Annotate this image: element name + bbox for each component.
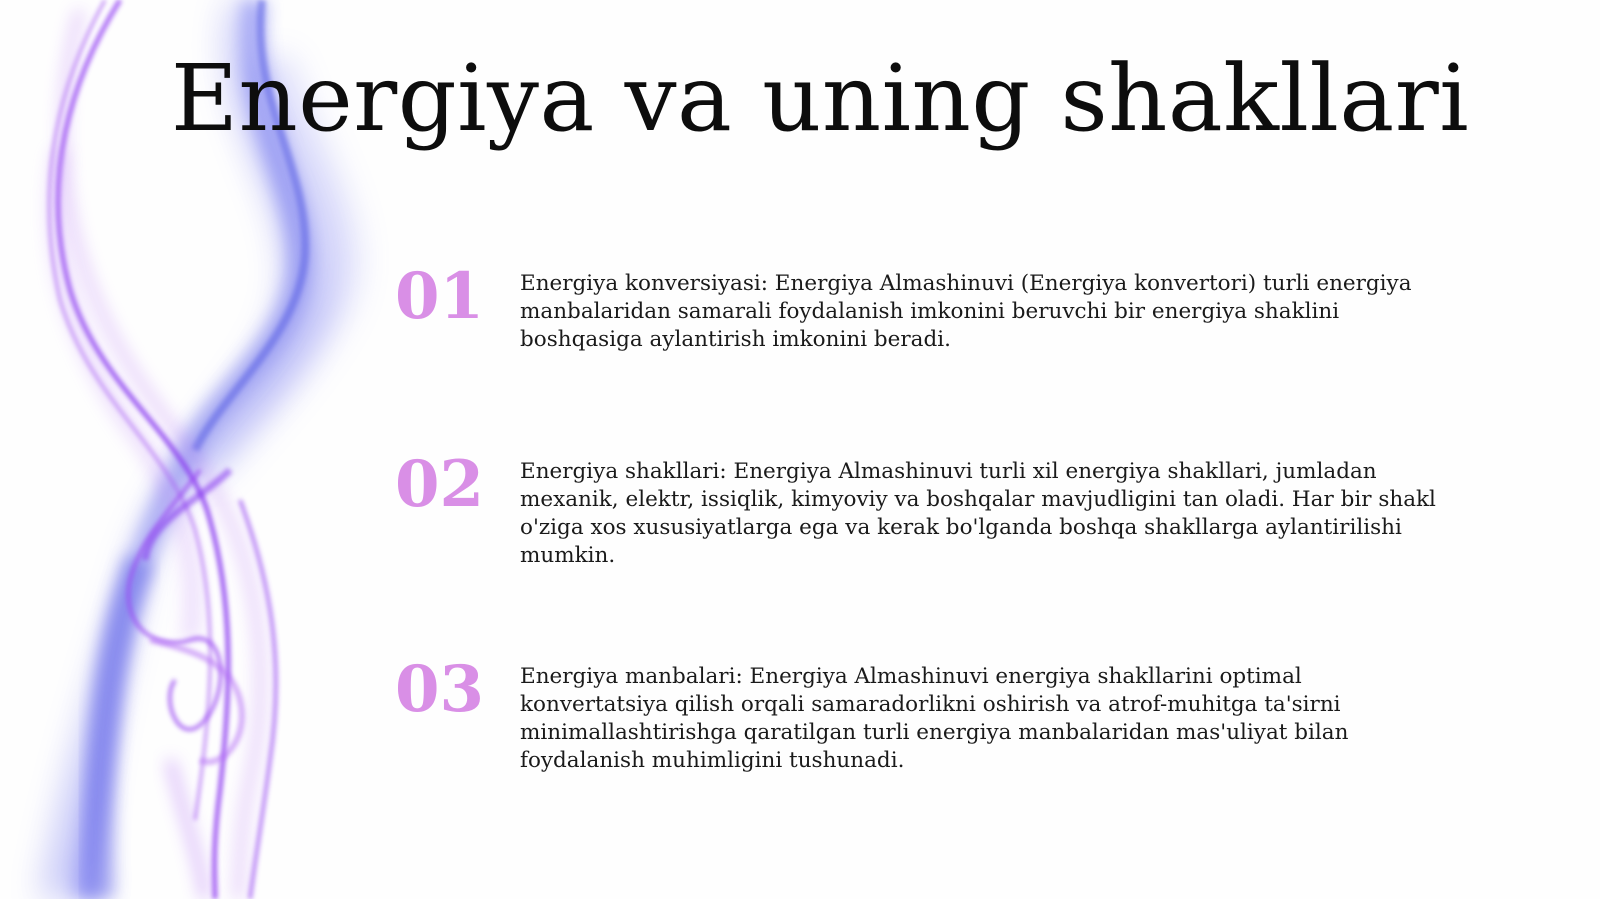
item-text: Energiya konversiyasi: Energiya Almashinuvi (Energiya konvertori) turli energiya manbalaridan samarali foydalanish imkonini beruvchi bir energiya shaklini boshqasiga aylantirish imkonini beradi. [520, 271, 1412, 352]
item-text: Energiya manbalari: Energiya Almashinuvi energiya shakllarini optimal konvertatsiya qilish orqali samaradorlikni oshirish va atrof-muhitga ta'sirni minimallashtirishga qaratilgan turli energiya manbalaridan mas'uliyat bilan foydalanish muhimligini tushunadi. [520, 664, 1349, 773]
item-number: 02 [395, 447, 485, 522]
item-number: 01 [395, 259, 485, 334]
slide-title: Energiya va uning shakllari [170, 45, 1470, 152]
item-text: Energiya shakllari: Energiya Almashinuvi turli xil energiya shakllari, jumladan mexanik, elektr, issiqlik, kimyoviy va boshqalar mavjudligini tan oladi. Har bir shakl o'ziga xos xususiyatlarga ega va kerak bo'lganda boshqa shakllarga aylantirilishi mumkin. [520, 459, 1436, 568]
item-number: 03 [395, 652, 485, 727]
